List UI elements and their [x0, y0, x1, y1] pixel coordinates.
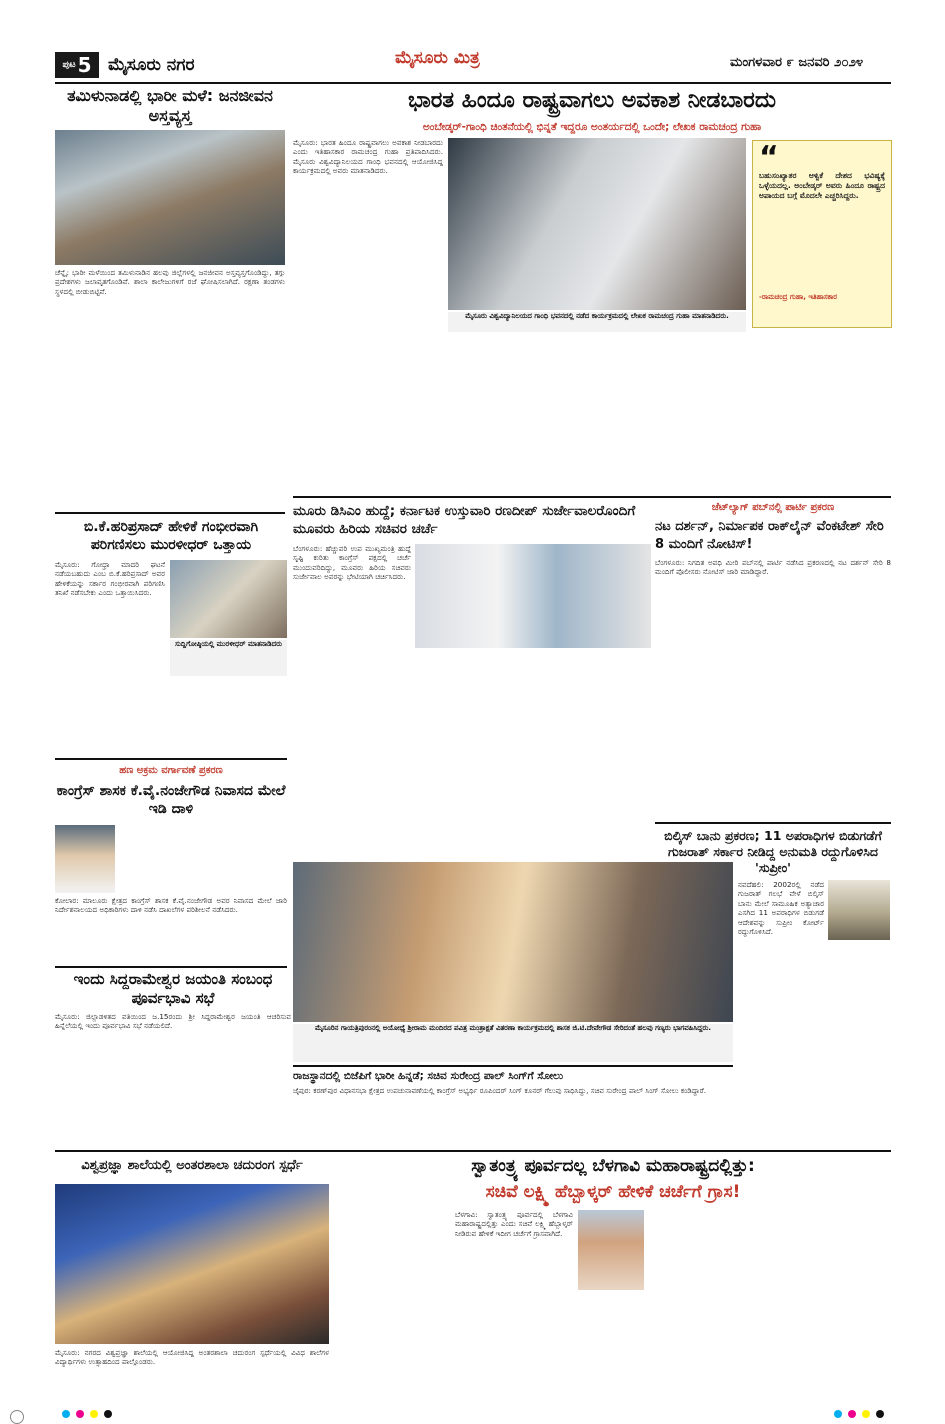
divider	[55, 512, 285, 514]
issue-date: ಮಂಗಳವಾರ ೯ ಜನವರಿ ೨೦೨೪	[730, 55, 864, 70]
bjp-body: ಜೈಪುರ: ಕರಣ್‌ಪುರ ವಿಧಾನಸಭಾ ಕ್ಷೇತ್ರದ ಉಪಚುನಾವಣೆಯಲ್ಲಿ ಕಾಂಗ್ರೆಸ್ ಅಭ್ಯರ್ಥಿ ರೂಪಿಂದರ್ ಸಿಂಗ್ ಕೂನರ್ ಗೆಲುವು ಸಾಧಿಸಿದ್ದು, ಸಚಿವ ಸುರೇಂದ್ರ ಪಾಲ್ ಸಿಂಗ್ ಸೋಲು ಕಂಡಿದ್ದಾರೆ.	[293, 1086, 707, 1095]
guha-quote-attribution: -ರಾಮಚಂದ್ರ ಗುಹಾ, ಇತಿಹಾಸಕಾರ	[759, 293, 837, 301]
black-swatch	[104, 1410, 112, 1418]
ayodhya-photo-caption: ಮೈಸೂರಿನ ಗಾಯತ್ರಿಪುರಂನಲ್ಲಿ ಅಯೋಧ್ಯೆ ಶ್ರೀರಾಮ ಮಂದಿರದ ಪವಿತ್ರ ಮಂತ್ರಾಕ್ಷತೆ ವಿತರಣಾ ಕಾರ್ಯಕ್ರಮದಲ್ಲಿ ಶಾಸಕ ಜಿ.ಟಿ.ದೇವೇಗೌಡ ಸೇರಿದಂತೆ ಹಲವು ಗಣ್ಯರು ಭಾಗವಹಿಸಿದ್ದರು.	[293, 1024, 733, 1062]
bjp-headline: ರಾಜಸ್ಥಾನದಲ್ಲಿ ಬಿಜೆಪಿಗೆ ಭಾರೀ ಹಿನ್ನಡೆ; ಸಚಿವ ಸುರೇಂದ್ರ ಪಾಲ್ ಸಿಂಗ್‌ಗೆ ಸೋಲು	[293, 1070, 564, 1082]
divider	[293, 496, 891, 498]
ministers-photo	[415, 544, 651, 648]
belagavi-body: ಬೆಳಗಾವಿ: ಸ್ವಾತಂತ್ರ್ಯ ಪೂರ್ವದಲ್ಲಿ ಬೆಳಗಾವಿ ಮಹಾರಾಷ್ಟ್ರದಲ್ಲಿತ್ತು ಎಂದು ಸಚಿವೆ ಲಕ್ಷ್ಮಿ ಹೆಬ್ಬಾಳ್ಕರ್ ನೀಡಿರುವ ಹೇಳಿಕೆ ಇದೀಗ ಚರ್ಚೆಗೆ ಗ್ರಾಸವಾಗಿದೆ.	[455, 1210, 573, 1238]
bilkis-headline: ಬಿಲ್ಕಿಸ್ ಬಾನು ಪ್ರಕರಣ; 11 ಅಪರಾಧಿಗಳ ಬಿಡುಗಡೆಗೆ ಗುಜರಾತ್ ಸರ್ಕಾರ ನೀಡಿದ್ದ ಅನುಮತಿ ರದ್ದುಗೊಳಿಸಿದ 'ಸುಪ್ರೀಂ'	[664, 828, 882, 875]
dcm-body: ಬೆಂಗಳೂರು: ಹೆಚ್ಚುವರಿ ಉಪ ಮುಖ್ಯಮಂತ್ರಿ ಹುದ್ದೆ ಸೃಷ್ಟಿ ಕುರಿತು ಕಾಂಗ್ರೆಸ್ ಪಕ್ಷದಲ್ಲಿ ಚರ್ಚೆ ಮುಂದುವರಿದಿದ್ದು, ಮೂವರು ಹಿರಿಯ ಸಚಿವರು ಸುರ್ಜೇವಾಲ ಅವರನ್ನು ಭೇಟಿಯಾಗಿ ಚರ್ಚಿಸಿದರು.	[293, 544, 411, 582]
ed-raid-body: ಕೋಲಾರ: ಮಾಲೂರು ಕ್ಷೇತ್ರದ ಕಾಂಗ್ರೆಸ್ ಶಾಸಕ ಕೆ.ವೈ.ನಂಜೇಗೌಡ ಅವರ ನಿವಾಸದ ಮೇಲೆ ಜಾರಿ ನಿರ್ದೇಶನಾಲಯದ ಅಧಿಕಾರಿಗಳು ದಾಳಿ ನಡೆಸಿ ದಾಖಲೆಗಳ ಪರಿಶೀಲನೆ ನಡೆಸಿದರು.	[55, 896, 287, 915]
page-word: ಪುಟ	[62, 60, 76, 70]
guha-headline: ಭಾರತ ಹಿಂದೂ ರಾಷ್ಟ್ರವಾಗಲು ಅವಕಾಶ ನೀಡಬಾರದು	[407, 88, 777, 113]
guha-quote-text: ಬಹುಸಂಖ್ಯಾತರ ಆಳ್ವಿಕೆ ದೇಶದ ಭವಿಷ್ಯಕ್ಕೆ ಒಳ್ಳೆಯದಲ್ಲ. ಅಂಬೇಡ್ಕರ್ ಅವರು ಹಿಂದೂ ರಾಷ್ಟ್ರದ ಅಪಾಯದ ಬಗ್ಗೆ ಮೊದಲೇ ಎಚ್ಚರಿಸಿದ್ದರು.	[759, 171, 885, 200]
ed-raid-kicker: ಹಣ ಅಕ್ರಮ ವರ್ಗಾವಣೆ ಪ್ರಕರಣ	[119, 765, 223, 776]
belagavi-subhead: ಸಚಿವೆ ಲಕ್ಷ್ಮಿ ಹೆಬ್ಬಾಳ್ಕರ್ ಹೇಳಿಕೆ ಚರ್ಚೆಗೆ ಗ್ರಾಸ!	[485, 1182, 741, 1202]
ed-raid-body-col	[120, 825, 287, 893]
darshan-kicker: ಜೆಟ್‌ಲ್ಯಾಗ್ ಪಬ್‌ನಲ್ಲಿ ಪಾರ್ಟಿ ಪ್ರಕರಣ	[711, 502, 835, 513]
guha-subhead: ಅಂಬೇಡ್ಕರ್-ಗಾಂಧಿ ಚಿಂತನೆಯಲ್ಲಿ ಭಿನ್ನತೆ ಇದ್ದರೂ ಅಂತರ್ಯದಲ್ಲಿ ಒಂದೇ; ಲೇಖಕ ರಾಮಚಂದ್ರ ಗುಹಾ	[422, 121, 762, 133]
divider	[55, 758, 287, 760]
section-title: ಮೈಸೂರು ನಗರ	[108, 55, 195, 75]
guha-photo	[448, 138, 746, 310]
belagavi-body-side	[578, 1294, 644, 1406]
page-number-badge	[55, 52, 99, 78]
belagavi-headline: ಸ್ವಾತಂತ್ರ್ಯ ಪೂರ್ವದಲ್ಲ ಬೆಳಗಾವಿ ಮಹಾರಾಷ್ಟ್ರದಲ್ಲಿತ್ತು:	[471, 1156, 755, 1176]
chess-body: ಮೈಸೂರು: ನಗರದ ವಿಶ್ವಪ್ರಜ್ಞಾ ಶಾಲೆಯಲ್ಲಿ ಆಯೋಜಿಸಿದ್ದ ಅಂತರಶಾಲಾ ಚದುರಂಗ ಸ್ಪರ್ಧೆಯಲ್ಲಿ ವಿವಿಧ ಶಾಲೆಗಳ ವಿದ್ಯಾರ್ಥಿಗಳು ಉತ್ಸಾಹದಿಂದ ಪಾಲ್ಗೊಂಡರು.	[55, 1348, 329, 1367]
darshan-body: ಬೆಂಗಳೂರು: ನಿಗದಿತ ಅವಧಿ ಮೀರಿ ಪಬ್‌ನಲ್ಲಿ ಪಾರ್ಟಿ ನಡೆಸಿದ ಪ್ರಕರಣದಲ್ಲಿ ನಟ ದರ್ಶನ್ ಸೇರಿ 8 ಮಂದಿಗೆ ಪೊಲೀಸರು ನೋಟಿಸ್ ಜಾರಿ ಮಾಡಿದ್ದಾರೆ.	[655, 558, 891, 577]
divider	[655, 822, 891, 824]
cyan-swatch	[834, 1410, 842, 1418]
jayanti-body: ಮೈಸೂರು: ಜಿಲ್ಲಾಡಳಿತದ ವತಿಯಿಂದ ಜ.15ರಂದು ಶ್ರೀ ಸಿದ್ದರಾಮೇಶ್ವರ ಜಯಂತಿ ಆಚರಿಸುವ ಹಿನ್ನೆಲೆಯಲ್ಲಿ ಇಂದು ಪೂರ್ವಭಾವಿ ಸಭೆ ನಡೆಯಲಿದೆ.	[55, 1012, 291, 1031]
yellow-swatch	[862, 1410, 870, 1418]
tn-rain-body: ಚೆನ್ನೈ: ಭಾರೀ ಮಳೆಯಿಂದ ತಮಿಳುನಾಡಿನ ಹಲವು ಜಿಲ್ಲೆಗಳಲ್ಲಿ ಜನಜೀವನ ಅಸ್ತವ್ಯಸ್ತಗೊಂಡಿದ್ದು, ತಗ್ಗು ಪ್ರದೇಶಗಳು ಜಲಾವೃತಗೊಂಡಿವೆ. ಶಾಲಾ ಕಾಲೇಜುಗಳಿಗೆ ರಜೆ ಘೋಷಿಸಲಾಗಿದೆ. ರಕ್ಷಣಾ ತಂಡಗಳು ಸ್ಥಳದಲ್ಲಿ ಬೀಡುಬಿಟ್ಟಿವೆ.	[55, 268, 285, 296]
tn-rain-photo	[55, 130, 285, 265]
chess-headline: ವಿಶ್ವಪ್ರಜ್ಞಾ ಶಾಲೆಯಲ್ಲಿ ಅಂತರಶಾಲಾ ಚದುರಂಗ ಸ್ಪರ್ಧೆ	[81, 1158, 303, 1173]
dcm-body-cont	[415, 652, 651, 860]
guha-quote-box	[752, 140, 892, 328]
supreme-court-photo	[828, 880, 890, 940]
guha-body: ಮೈಸೂರು: ಭಾರತ ಹಿಂದೂ ರಾಷ್ಟ್ರವಾಗಲು ಅವಕಾಶ ನೀಡಬಾರದು ಎಂದು ಇತಿಹಾಸಕಾರ ರಾಮಚಂದ್ರ ಗುಹಾ ಪ್ರತಿಪಾದಿಸಿದರು. ಮೈಸೂರು ವಿಶ್ವವಿದ್ಯಾನಿಲಯದ ಗಾಂಧಿ ಭವನದಲ್ಲಿ ಆಯೋಜಿಸಿದ್ದ ಕಾರ್ಯಕ್ರಮದಲ್ಲಿ ಅವರು ಮಾತನಾಡಿದರು.	[293, 138, 443, 176]
hariprasad-headline: ಬಿ.ಕೆ.ಹರಿಪ್ರಸಾದ್ ಹೇಳಿಕೆ ಗಂಭೀರವಾಗಿ ಪರಿಗಣಿಸಲು ಮುರಳೀಧರ್ ಒತ್ತಾಯ	[83, 519, 259, 553]
black-swatch	[876, 1410, 884, 1418]
divider	[293, 1065, 733, 1067]
darshan-headline: ನಟ ದರ್ಶನ್, ನಿರ್ಮಾಪಕ ರಾಕ್‌ಲೈನ್ ವೆಂಕಟೇಶ್ ಸೇರಿ 8 ಮಂದಿಗೆ ನೋಟಿಸ್!	[655, 519, 884, 552]
magenta-swatch	[848, 1410, 856, 1418]
ed-raid-headline: ಕಾಂಗ್ರೆಸ್ ಶಾಸಕ ಕೆ.ವೈ.ನಂಜೇಗೌಡ ನಿವಾಸದ ಮೇಲೆ ಇಡಿ ದಾಳಿ	[56, 783, 286, 817]
bilkis-body: ನವದೆಹಲಿ: 2002ರಲ್ಲಿ ನಡೆದ ಗುಜರಾತ್ ಗಲಭೆ ವೇಳೆ ಬಿಲ್ಕಿಸ್ ಬಾನು ಮೇಲೆ ಸಾಮೂಹಿಕ ಅತ್ಯಾಚಾರ ಎಸಗಿದ 11 ಅಪರಾಧಿಗಳ ಬಿಡುಗಡೆ ಆದೇಶವನ್ನು ಸುಪ್ರೀಂ ಕೋರ್ಟ್ ರದ್ದುಗೊಳಿಸಿದೆ.	[738, 880, 824, 937]
guha-body-cont	[448, 336, 746, 492]
murali-photo-caption: ಸುದ್ದಿಗೋಷ್ಠಿಯಲ್ಲಿ ಮುರಳೀಧರ್ ಮಾತನಾಡಿದರು	[170, 640, 287, 676]
yellow-swatch	[90, 1410, 98, 1418]
hariprasad-body: ಮೈಸೂರು: ಗೋಧ್ರಾ ಮಾದರಿ ಘಟನೆ ನಡೆಯಬಹುದು ಎಂಬ ಬಿ.ಕೆ.ಹರಿಪ್ರಸಾದ್ ಅವರ ಹೇಳಿಕೆಯನ್ನು ಸರ್ಕಾರ ಗಂಭೀರವಾಗಿ ಪರಿಗಣಿಸಿ ತನಿಖೆ ನಡೆಸಬೇಕು ಎಂದು ಒತ್ತಾಯಿಸಿದರು.	[55, 560, 165, 598]
belagavi-body-cont	[648, 1210, 891, 1406]
jayanti-headline: ಇಂದು ಸಿದ್ದರಾಮೇಶ್ವರ ಜಯಂತಿ ಸಂಬಂಧ ಪೂರ್ವಭಾವಿ ಸಭೆ	[73, 970, 273, 1007]
dcm-headline: ಮೂರು ಡಿಸಿಎಂ ಹುದ್ದೆ; ಕರ್ನಾಟಕ ಉಸ್ತುವಾರಿ ರಣದೀಪ್ ಸುರ್ಜೇವಾಲರೊಂದಿಗೆ ಮೂವರು ಹಿರಿಯ ಸಚಿವರ ಚರ್ಚೆ	[293, 503, 636, 537]
registration-mark	[10, 1410, 24, 1424]
tn-rain-headline: ತಮಿಳುನಾಡಲ್ಲಿ ಭಾರೀ ಮಳೆ: ಜನಜೀವನ ಅಸ್ತವ್ಯಸ್ತ	[67, 86, 273, 125]
brand-logo: ಮೈಸೂರು ಮಿತ್ರ	[395, 48, 480, 68]
divider	[55, 966, 287, 968]
guha-body-cont2	[752, 330, 890, 492]
cyan-swatch	[62, 1410, 70, 1418]
divider	[55, 1150, 891, 1152]
bilkis-body-cont	[828, 944, 890, 1144]
chess-event-photo	[55, 1184, 329, 1344]
murali-photo	[170, 560, 287, 638]
quote-mark-icon: “	[759, 140, 779, 175]
ayodhya-event-photo	[293, 862, 733, 1022]
hariprasad-body-more	[55, 684, 287, 754]
page-number: 5	[77, 53, 92, 77]
hebbalkar-photo	[578, 1210, 644, 1290]
guha-photo-caption: ಮೈಸೂರು ವಿಶ್ವವಿದ್ಯಾನಿಲಯದ ಗಾಂಧಿ ಭವನದಲ್ಲಿ ನಡೆದ ಕಾರ್ಯಕ್ರಮದಲ್ಲಿ ಲೇಖಕ ರಾಮಚಂದ್ರ ಗುಹಾ ಮಾತನಾಡಿದರು.	[448, 312, 746, 332]
nanjegowda-photo	[55, 825, 115, 893]
chess-body-cont	[335, 1348, 573, 1406]
magenta-swatch	[76, 1410, 84, 1418]
